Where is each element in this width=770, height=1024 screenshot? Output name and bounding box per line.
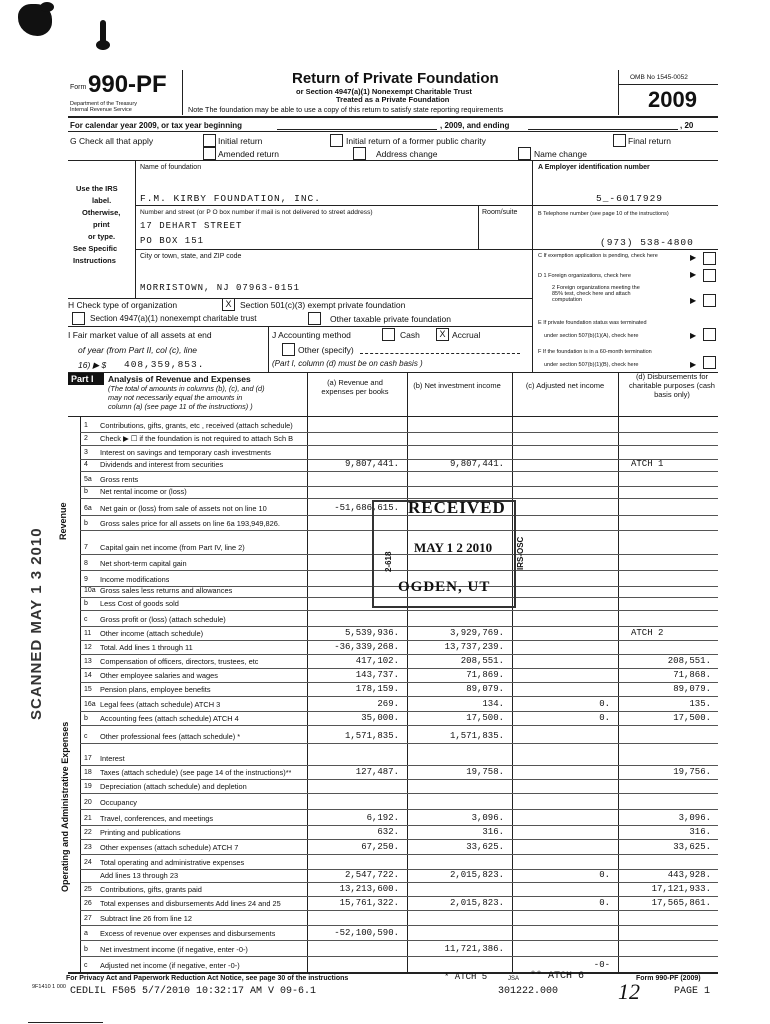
foreign-85-line2: 85% test, check here and attach bbox=[552, 291, 631, 297]
cell-col-b[interactable]: 2,015,823. bbox=[449, 870, 504, 880]
row-number: 4 bbox=[84, 461, 88, 468]
4947-checkbox[interactable] bbox=[72, 312, 85, 325]
row-rule bbox=[80, 825, 718, 826]
fmv-value[interactable]: 408,359,853. bbox=[124, 359, 205, 370]
street-rule bbox=[135, 249, 532, 250]
right-col-divider-lower bbox=[532, 298, 533, 372]
use-irs-line: print bbox=[93, 220, 110, 229]
row-number: 23 bbox=[84, 844, 92, 851]
stamp-received: RECEIVED bbox=[408, 498, 506, 517]
row-rule bbox=[80, 743, 718, 744]
row-rule bbox=[80, 711, 718, 712]
sixty-month-line2: under section 507(b)(1)(B), check here bbox=[544, 362, 639, 368]
room-divider bbox=[478, 205, 479, 249]
row-number: 7 bbox=[84, 544, 88, 551]
footer-code: 9F1410 1 000 bbox=[32, 984, 66, 990]
arrow-icon: ▶ bbox=[690, 270, 697, 279]
use-irs-line: See Specific bbox=[73, 244, 118, 253]
row-label: Depreciation (attach schedule) and depletion bbox=[100, 782, 247, 791]
cell-col-d[interactable]: ATCH 2 bbox=[631, 628, 664, 638]
subtitle-1: or Section 4947(a)(1) Nonexempt Charitable Trust bbox=[296, 87, 472, 96]
omb-number: OMB No 1545-0052 bbox=[630, 74, 688, 81]
col-d-header: (d) Disbursements for charitable purposes (cash basis only) bbox=[629, 372, 715, 399]
row-number: 10a bbox=[84, 587, 96, 594]
handwritten-initials: 12 bbox=[618, 979, 640, 1004]
cell-col-d[interactable]: 33,625. bbox=[673, 842, 711, 852]
row-label: Taxes (attach schedule) (see page 14 of the instructions)** bbox=[100, 768, 292, 777]
cash-basis-note: (Part I, column (d) must be on cash basis ) bbox=[272, 359, 423, 368]
row-label: Gross sales price for all assets on line 6a 193,949,826. bbox=[100, 519, 280, 528]
cell-col-a[interactable]: 5,539,936. bbox=[344, 628, 399, 638]
row-number: 25 bbox=[84, 886, 92, 893]
revenue-side-label: Revenue bbox=[58, 502, 68, 540]
501c3-checkbox[interactable]: X bbox=[222, 298, 235, 311]
row-label: Occupancy bbox=[100, 798, 137, 807]
name-change-checkbox[interactable] bbox=[518, 147, 531, 160]
col-b-header: (b) Net investment income bbox=[413, 381, 501, 390]
row-label: Total. Add lines 1 through 11 bbox=[100, 643, 193, 652]
cell-col-d[interactable]: 71,868. bbox=[673, 670, 711, 680]
row-number: 2 bbox=[84, 435, 88, 442]
row-number: 24 bbox=[84, 859, 92, 866]
row-label: Other employee salaries and wages bbox=[100, 671, 218, 680]
calendar-line: For calendar year 2009, or tax year beginning bbox=[70, 121, 243, 130]
row-label: Net gain or (loss) from sale of assets not on line 10 bbox=[100, 504, 267, 513]
print-line: CEDLIL F505 5/7/2010 10:32:17 AM V 09-6.1 bbox=[70, 986, 317, 997]
tax-year-begin-field[interactable] bbox=[277, 129, 437, 130]
use-irs-line: Use the IRS bbox=[76, 184, 118, 193]
other-taxable-checkbox[interactable] bbox=[308, 312, 321, 325]
row-label: Dividends and interest from securities bbox=[100, 460, 224, 469]
row-rule bbox=[80, 654, 718, 655]
cell-col-d[interactable]: 316. bbox=[689, 827, 711, 837]
amended-return-checkbox[interactable] bbox=[203, 147, 216, 160]
row-rule bbox=[80, 471, 718, 472]
row-label: Legal fees (attach schedule) ATCH 3 bbox=[100, 700, 221, 709]
footer-atch5: * ATCH 5 bbox=[444, 972, 488, 982]
arrow-icon: ▶ bbox=[690, 296, 697, 305]
row-label: Interest bbox=[100, 754, 125, 763]
header-rule bbox=[68, 116, 718, 118]
row-number: 15 bbox=[84, 686, 92, 693]
row-rule bbox=[80, 668, 718, 669]
cell-col-a[interactable]: -52,100,590. bbox=[334, 928, 399, 938]
cell-col-c[interactable]: 0. bbox=[599, 713, 610, 723]
cell-col-d[interactable]: 19,756. bbox=[673, 767, 711, 777]
row-number: 13 bbox=[84, 658, 92, 665]
cell-col-a[interactable]: 9,807,441. bbox=[344, 459, 399, 469]
omb-line bbox=[618, 84, 718, 85]
row-number: c bbox=[84, 616, 88, 623]
row-label: Other income (attach schedule) bbox=[100, 629, 204, 638]
row-label: Less Cost of goods sold bbox=[100, 599, 179, 608]
row-label: Travel, conferences, and meetings bbox=[100, 814, 214, 823]
use-irs-line: or type. bbox=[88, 232, 116, 241]
city-state-zip[interactable]: MORRISTOWN, NJ 07963-0151 bbox=[140, 283, 301, 293]
calendar-mid: , 2009, and ending bbox=[440, 121, 510, 130]
arrow-icon: ▶ bbox=[690, 360, 697, 369]
row-label: Compensation of officers, directors, trustees, etc bbox=[100, 657, 259, 666]
row-number: 17 bbox=[84, 755, 92, 762]
cell-col-c[interactable]: 0. bbox=[599, 898, 610, 908]
cell-col-c[interactable]: -0- bbox=[593, 960, 610, 970]
note: Note The foundation may be able to use a copy of this return to satisfy state reporting requirements bbox=[188, 105, 504, 114]
tax-year: 2009 bbox=[648, 87, 697, 112]
row-number: b bbox=[84, 715, 88, 722]
name-rule bbox=[135, 205, 532, 206]
row-rule bbox=[80, 839, 718, 840]
row-number: 3 bbox=[84, 449, 88, 456]
dept-line1: Department of the Treasury bbox=[70, 101, 137, 107]
cell-col-d[interactable]: 17,121,933. bbox=[651, 884, 711, 894]
ein-label: A Employer identification number bbox=[538, 164, 650, 171]
footer-jsa: JSA bbox=[508, 976, 520, 982]
row-number: 27 bbox=[84, 915, 92, 922]
cell-col-b[interactable]: 33,625. bbox=[466, 842, 504, 852]
row-rule bbox=[80, 854, 718, 855]
row-rule bbox=[80, 793, 718, 794]
col-c-header: (c) Adjusted net income bbox=[525, 381, 605, 390]
row-number: 20 bbox=[84, 799, 92, 806]
row-number: 8 bbox=[84, 560, 88, 567]
cell-col-b[interactable]: 71,869. bbox=[466, 670, 504, 680]
accrual-checkbox[interactable]: X bbox=[436, 328, 449, 341]
fmv-line1: I Fair market value of all assets at end bbox=[68, 330, 212, 340]
row-rule bbox=[80, 779, 718, 780]
row-number: 9 bbox=[84, 576, 88, 583]
row-label: Total expenses and disbursements Add lines 24 and 25 bbox=[100, 899, 281, 908]
foundation-name[interactable]: F.M. KIRBY FOUNDATION, INC. bbox=[140, 193, 321, 204]
initial-former-checkbox[interactable] bbox=[330, 134, 343, 147]
cell-col-a[interactable]: 67,250. bbox=[361, 842, 399, 852]
right-col-divider bbox=[532, 160, 533, 298]
cell-col-b[interactable]: 208,551. bbox=[460, 656, 504, 666]
row-rule bbox=[80, 896, 718, 897]
cell-col-d[interactable]: 3,096. bbox=[678, 813, 711, 823]
calendar-rule bbox=[68, 131, 718, 132]
cell-col-d[interactable]: 89,079. bbox=[673, 684, 711, 694]
part-header-rule bbox=[68, 416, 718, 417]
row-rule bbox=[80, 682, 718, 683]
room-label: Room/suite bbox=[482, 209, 518, 216]
cell-col-b[interactable]: 134. bbox=[482, 699, 504, 709]
address-change-checkbox[interactable] bbox=[353, 147, 366, 160]
row-number: b bbox=[84, 488, 88, 495]
row-label: Gross sales less returns and allowances bbox=[100, 586, 233, 595]
row-label: Gross profit or (loss) (attach schedule) bbox=[100, 615, 226, 624]
foundation-name-label: Name of foundation bbox=[140, 164, 202, 171]
row-rule bbox=[80, 696, 718, 697]
row-number: 21 bbox=[84, 815, 92, 822]
row-rule bbox=[80, 765, 718, 766]
row-rule bbox=[80, 610, 718, 611]
org-type-label: H Check type of organization bbox=[68, 300, 178, 310]
foreign-85-checkbox[interactable] bbox=[703, 294, 716, 307]
row-rule bbox=[80, 882, 718, 883]
row-number: c bbox=[84, 733, 88, 740]
terminated-line2: under section 507(b)(1)(A), check here bbox=[544, 333, 639, 339]
foreign-org-label: D 1 Foreign organizations, check here bbox=[538, 273, 631, 279]
side-label-divider bbox=[80, 416, 81, 972]
cash-label: Cash bbox=[400, 330, 420, 340]
street-address[interactable]: 17 DEHART STREET bbox=[140, 221, 243, 231]
row-label: Net rental income or (loss) bbox=[100, 487, 187, 496]
initial-return-checkbox[interactable] bbox=[203, 134, 216, 147]
arrow-icon: ▶ bbox=[690, 331, 697, 340]
calendar-end: , 20 bbox=[680, 121, 694, 130]
initial-former-label: Initial return of a former public charity bbox=[346, 136, 486, 146]
row-number: 6a bbox=[84, 505, 92, 512]
row-rule bbox=[80, 725, 718, 726]
page-title: Return of Private Foundation bbox=[292, 70, 499, 87]
other-taxable-label: Other taxable private foundation bbox=[330, 314, 451, 324]
row-label: Subtract line 26 from line 12 bbox=[100, 914, 193, 923]
part-title: Analysis of Revenue and Expenses bbox=[108, 374, 251, 384]
label-divider bbox=[135, 160, 136, 298]
privacy-notice: For Privacy Act and Paperwork Reduction Act Notice, see page 30 of the instructions bbox=[66, 975, 349, 982]
arrow-icon: ▶ bbox=[690, 253, 697, 262]
info-rule bbox=[68, 298, 532, 299]
cell-col-b[interactable]: 19,758. bbox=[466, 767, 504, 777]
cell-col-a[interactable]: 13,213,600. bbox=[339, 884, 399, 894]
row-rule bbox=[80, 809, 718, 810]
cell-col-d[interactable]: 17,500. bbox=[673, 713, 711, 723]
col-a-header: (a) Revenue and expenses per books bbox=[321, 378, 389, 396]
row-label: Capital gain net income (from Part IV, line 2) bbox=[100, 543, 245, 552]
name-change-label: Name change bbox=[534, 149, 587, 159]
cell-col-a[interactable]: -51,686,615. bbox=[334, 503, 399, 513]
row-number: 18 bbox=[84, 769, 92, 776]
row-number: a bbox=[84, 930, 88, 937]
501c3-label: Section 501(c)(3) exempt private foundation bbox=[240, 300, 406, 310]
foreign-org-checkbox[interactable] bbox=[703, 269, 716, 282]
row-rule bbox=[80, 445, 718, 446]
check-rule bbox=[68, 160, 718, 161]
row-number: 22 bbox=[84, 829, 92, 836]
cell-col-a[interactable]: 417,102. bbox=[355, 656, 399, 666]
subtitle-2: Treated as a Private Foundation bbox=[336, 95, 450, 104]
row-label: Other expenses (attach schedule) ATCH 7 bbox=[100, 843, 239, 852]
bottom-scan-line bbox=[28, 1022, 103, 1023]
row-rule bbox=[80, 910, 718, 911]
cell-col-d[interactable]: ATCH 1 bbox=[631, 459, 664, 469]
row-label: Contributions, gifts, grants paid bbox=[100, 885, 202, 894]
row-rule bbox=[80, 940, 718, 941]
part-desc-2: may not necessarily equal the amounts in bbox=[108, 393, 243, 402]
cell-col-b[interactable]: 3,096. bbox=[471, 813, 504, 823]
footer-atch6: ** ATCH 6 bbox=[530, 971, 585, 982]
use-irs-line: label. bbox=[92, 196, 112, 205]
row-number: 26 bbox=[84, 900, 92, 907]
row-rule bbox=[80, 956, 718, 957]
row-label: Accounting fees (attach schedule) ATCH 4 bbox=[100, 714, 239, 723]
footer-form: Form 990-PF (2009) bbox=[636, 975, 701, 982]
accounting-method-label: J Accounting method bbox=[272, 330, 351, 340]
row-label: Excess of revenue over expenses and disbursements bbox=[100, 929, 276, 938]
form-number: 990-PF bbox=[88, 71, 167, 98]
accrual-label: Accrual bbox=[452, 330, 481, 340]
city-label: City or town, state, and ZIP code bbox=[140, 253, 242, 260]
other-method-checkbox[interactable] bbox=[282, 343, 295, 356]
cell-col-a[interactable]: -36,339,268. bbox=[334, 642, 399, 652]
final-return-checkbox[interactable] bbox=[613, 134, 626, 147]
expenses-side-label: Operating and Administrative Expenses bbox=[60, 721, 70, 892]
form-word: Form bbox=[70, 84, 87, 91]
foreign-85-line1: 2 Foreign organizations meeting the bbox=[552, 285, 640, 291]
stamp-date: MAY 1 2 2010 bbox=[414, 540, 493, 555]
cell-col-b[interactable]: 3,929,769. bbox=[449, 628, 504, 638]
cell-col-a[interactable]: 2,547,722. bbox=[344, 870, 399, 880]
stamp-place: OGDEN, UT bbox=[398, 579, 491, 595]
other-method-label: Other (specify) bbox=[298, 345, 354, 355]
cell-col-b[interactable]: 13,737,239. bbox=[444, 642, 504, 652]
row-label: Add lines 13 through 23 bbox=[100, 871, 179, 880]
dept-line2: Internal Revenue Service bbox=[70, 107, 132, 113]
ein-value[interactable]: 5_-6017929 bbox=[596, 193, 664, 204]
fmv-divider bbox=[268, 326, 269, 372]
cash-checkbox[interactable] bbox=[382, 328, 395, 341]
row-label: Total operating and administrative expenses bbox=[100, 858, 245, 867]
sixty-month-checkbox[interactable] bbox=[703, 356, 716, 369]
page-number: PAGE 1 bbox=[674, 986, 711, 997]
exemption-pending-label: C If exemption application is pending, check here bbox=[538, 253, 658, 259]
row-label: Gross rents bbox=[100, 475, 139, 484]
cell-col-a[interactable]: 269. bbox=[377, 699, 399, 709]
row-number: 5a bbox=[84, 476, 92, 483]
cell-col-a[interactable]: 6,192. bbox=[366, 813, 399, 823]
row-label: Printing and publications bbox=[100, 828, 181, 837]
cell-col-b[interactable]: 89,079. bbox=[466, 684, 504, 694]
fmv-line2: of year (from Part II, col (c), line bbox=[78, 345, 198, 355]
header-divider-right bbox=[618, 70, 619, 115]
cell-col-b[interactable]: 9,807,441. bbox=[449, 459, 504, 469]
row-number: 11 bbox=[84, 630, 92, 637]
use-irs-line: Otherwise, bbox=[82, 208, 121, 217]
row-number: 12 bbox=[84, 644, 92, 651]
cell-col-c[interactable]: 0. bbox=[599, 870, 610, 880]
fmv-line3: 16) ▶ $ bbox=[78, 360, 107, 370]
cell-col-b[interactable]: 17,500. bbox=[466, 713, 504, 723]
row-rule bbox=[80, 640, 718, 641]
phone-rule bbox=[532, 249, 718, 250]
cell-col-d[interactable]: 135. bbox=[689, 699, 711, 709]
cell-col-b[interactable]: 11,721,386. bbox=[444, 944, 504, 954]
row-number: 1 bbox=[84, 422, 88, 429]
cell-col-a[interactable]: 15,761,322. bbox=[339, 898, 399, 908]
cell-col-a[interactable]: 143,737. bbox=[355, 670, 399, 680]
cell-col-d[interactable]: 17,565,861. bbox=[651, 898, 711, 908]
cell-col-b[interactable]: 316. bbox=[482, 827, 504, 837]
sixty-month-line1: F If the foundation is in a 60-month termination bbox=[538, 349, 652, 355]
cell-col-a[interactable]: 178,159. bbox=[355, 684, 399, 694]
po-box[interactable]: PO BOX 151 bbox=[140, 236, 205, 246]
row-label: Check ▶ ☐ if the foundation is not required to attach Sch B bbox=[100, 434, 294, 443]
cell-col-b[interactable]: 2,015,823. bbox=[449, 898, 504, 908]
exemption-pending-checkbox[interactable] bbox=[703, 252, 716, 265]
terminated-checkbox[interactable] bbox=[703, 328, 716, 341]
row-label: Pension plans, employee benefits bbox=[100, 685, 211, 694]
cell-col-b[interactable]: 1,571,835. bbox=[449, 731, 504, 741]
tax-year-end-field[interactable] bbox=[528, 129, 678, 130]
cell-col-d[interactable]: 443,928. bbox=[667, 870, 711, 880]
row-label: Other professional fees (attach schedule) * bbox=[100, 732, 241, 741]
amended-return-label: Amended return bbox=[218, 149, 279, 159]
row-label: Net short-term capital gain bbox=[100, 559, 187, 568]
row-number: b bbox=[84, 520, 88, 527]
row-rule bbox=[80, 626, 718, 627]
final-return-label: Final return bbox=[628, 136, 671, 146]
terminated-line1: E If private foundation status was terminated bbox=[538, 320, 647, 326]
row-label: Contributions, gifts, grants, etc , received (attach schedule) bbox=[100, 421, 293, 430]
stamp-code-1: 2-618 bbox=[384, 551, 393, 572]
row-number: 16a bbox=[84, 701, 96, 708]
row-number: c bbox=[84, 962, 88, 969]
ein-rule bbox=[532, 205, 718, 206]
header-divider-left bbox=[182, 70, 183, 115]
cell-col-a[interactable]: 632. bbox=[377, 827, 399, 837]
cell-col-a[interactable]: 35,000. bbox=[361, 713, 399, 723]
scanned-stamp: SCANNED MAY 1 3 2010 bbox=[28, 527, 45, 720]
org-type-rule bbox=[68, 326, 532, 327]
cell-col-a[interactable]: 1,571,835. bbox=[344, 731, 399, 741]
street-label: Number and street (or P O box number if mail is not delivered to street address) bbox=[140, 209, 373, 216]
section-h-rule bbox=[68, 372, 718, 373]
row-rule bbox=[80, 498, 718, 499]
part-tag: Part I bbox=[71, 374, 94, 384]
check-all-label: G Check all that apply bbox=[70, 136, 154, 146]
part-desc-1: (The total of amounts in columns (b), (c), and (d) bbox=[108, 384, 265, 393]
cell-col-c[interactable]: 0. bbox=[599, 699, 610, 709]
row-number: b bbox=[84, 600, 88, 607]
phone-label: B Telephone number (see page 10 of the instructions) bbox=[538, 211, 669, 217]
row-label: Net investment income (if negative, enter -0-) bbox=[100, 945, 248, 954]
row-rule bbox=[80, 925, 718, 926]
address-change-label: Address change bbox=[376, 149, 438, 159]
row-label: Interest on savings and temporary cash investments bbox=[100, 448, 271, 457]
row-number: b bbox=[84, 946, 88, 953]
row-number: 14 bbox=[84, 672, 92, 679]
initial-return-label: Initial return bbox=[218, 136, 263, 146]
row-rule bbox=[80, 432, 718, 433]
phone-value[interactable]: (973) 538-4800 bbox=[600, 237, 694, 248]
other-method-field[interactable] bbox=[360, 353, 520, 354]
cell-col-d[interactable]: 208,551. bbox=[667, 656, 711, 666]
cell-col-a[interactable]: 127,487. bbox=[355, 767, 399, 777]
row-number: 19 bbox=[84, 783, 92, 790]
stamp-code-2: IRS-OSC bbox=[516, 536, 525, 570]
row-label: Income modifications bbox=[100, 575, 170, 584]
4947-label: Section 4947(a)(1) nonexempt charitable trust bbox=[90, 314, 257, 323]
foreign-85-line3: computation bbox=[552, 297, 582, 303]
use-irs-line: Instructions bbox=[73, 256, 116, 265]
part-desc-3: column (a) (see page 11 of the instructions) ) bbox=[108, 402, 253, 411]
batch-number: 301222.000 bbox=[498, 986, 559, 997]
row-label: Adjusted net income (if negative, enter -0-) bbox=[100, 961, 240, 970]
